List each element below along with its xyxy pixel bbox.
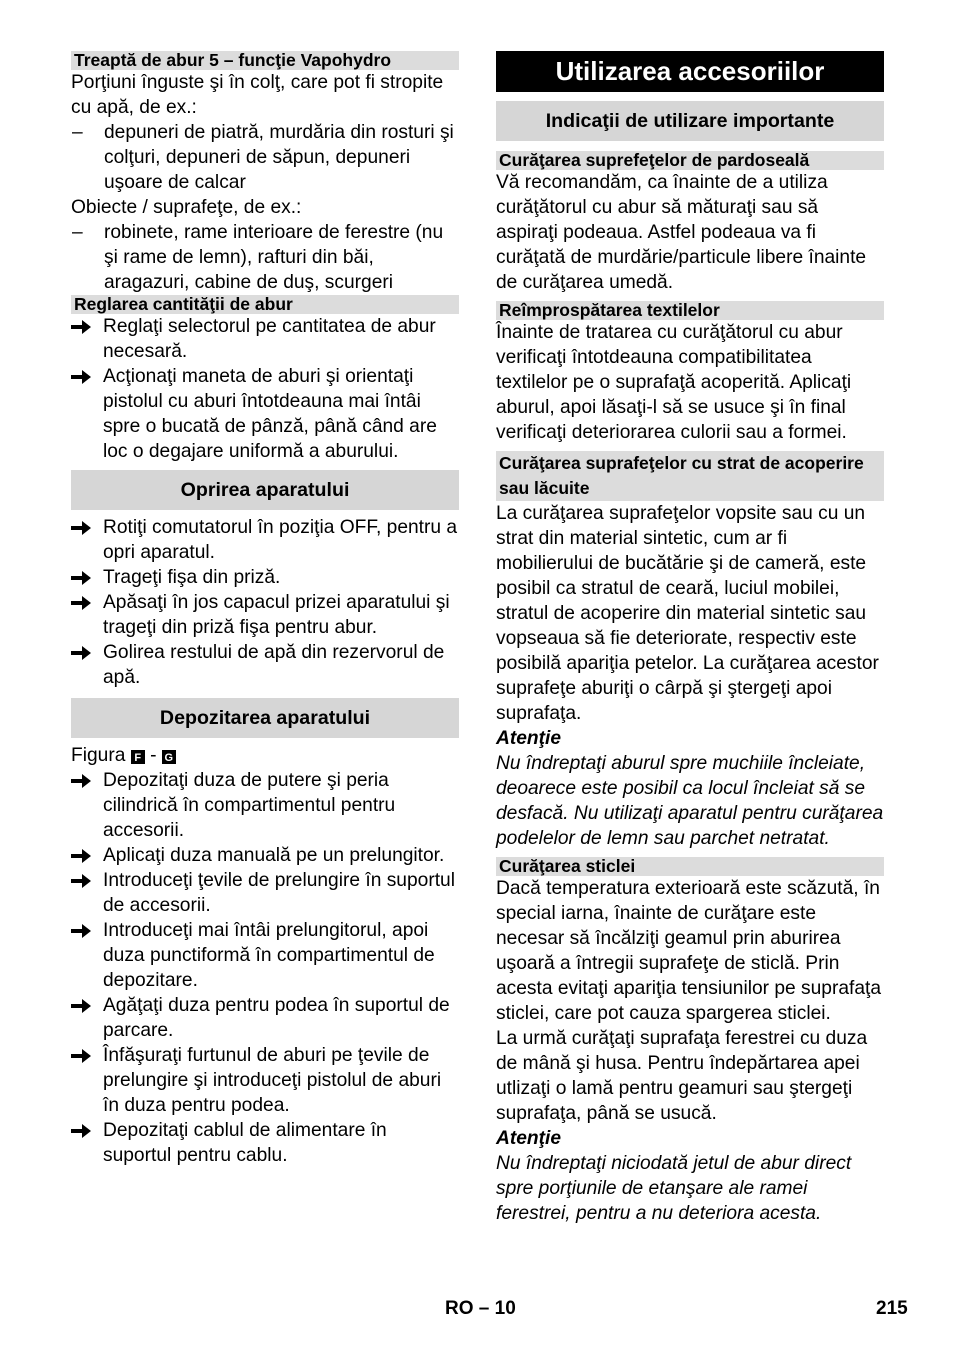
section-title-coated-surfaces: Curăţarea suprafeţelor cu strat de acoperire sau lăcuite xyxy=(496,451,884,501)
list-item: Aplicaţi duza manuală pe un prelungitor. xyxy=(71,843,459,868)
arrow-right-icon xyxy=(71,565,103,590)
arrow-right-icon xyxy=(71,1118,103,1143)
section-title-glass: Curăţarea sticlei xyxy=(496,857,884,876)
textiles-text: Înainte de tratarea cu curăţătorul cu abur verificaţi întotdeauna compatibilitatea textilelor pe o suprafaţă acoperită. Aplicaţi aburul, apoi lăsaţi-l să se usuce şi în final verificaţi deteriorarea culorii sau a formei. xyxy=(496,322,852,443)
list-item: Golirea restului de apă din rezervorul de apă. xyxy=(71,640,459,690)
list-item: Introduceţi ţevile de prelungire în suportul de accesorii. xyxy=(71,868,459,918)
floors-text: Vă recomandăm, ca înainte de a utiliza curăţătorul cu abur să măturaţi sau să aspiraţi podeaua. Astfel podeaua va fi curăţată de murdărie/particule libere înainte de curăţarea umedă. xyxy=(496,172,867,293)
section-title-textiles: Reîmprospătarea textilelor xyxy=(496,301,884,320)
section-title-vapohydro: Treaptă de abur 5 – funcţie Vapohydro xyxy=(71,51,459,70)
arrow-right-icon xyxy=(71,768,103,793)
arrow-right-icon xyxy=(71,918,103,943)
arrow-right-icon xyxy=(71,868,103,893)
glass-text-1: Dacă temperatura exterioară este scăzută, în special iarna, înainte de curăţare este necesar să încălziţi geamul prin aburirea uşoară a întregii suprafeţe de sticlă. Prin acesta evitaţi apariţia tensiunilor pe suprafaţa sticlei, care pot cauza spargerea sticlei. xyxy=(496,878,882,1024)
arrow-right-icon xyxy=(71,843,103,868)
left-column xyxy=(71,51,459,1168)
list-item: Agăţaţi duza pentru podea în suportul de parcare. xyxy=(71,993,459,1043)
arrow-right-icon xyxy=(71,993,103,1018)
warning-label: Atenţie xyxy=(496,1128,562,1149)
list-item: Reglaţi selectorul pe cantitatea de abur necesară. xyxy=(71,314,459,364)
list-item: Depozitaţi cablul de alimentare în suportul pentru cablu. xyxy=(71,1118,459,1168)
section-title-storage: Depozitarea aparatului xyxy=(71,698,459,738)
page-number: 215 xyxy=(876,1298,908,1319)
glass-text-2: La urmă curăţaţi suprafaţa ferestrei cu duza de mână şi husa. Pentru îndepărtarea apei utlizaţi o lamă pentru geamuri sau ştergeţi suprafaţa, până se usucă. xyxy=(496,1028,868,1124)
section-title-steam-amount: Reglarea cantităţii de abur xyxy=(71,295,459,314)
list-item: Depozitaţi duza de putere şi peria cilindrică în compartimentul pentru accesorii. xyxy=(71,768,459,843)
arrow-right-icon xyxy=(71,1043,103,1068)
list-item: Introduceţi mai întâi prelungitorul, apoi duza punctiformă în compartimentul de depozitare. xyxy=(71,918,459,993)
list-item: Apăsaţi în jos capacul prizei aparatului şi trageţi din priză fişa pentru abur. xyxy=(71,590,459,640)
coated-surfaces-text: La curăţarea suprafeţelor vopsite sau cu un strat din material sintetic, cum ar fi mobilierului de bucătărie şi de cameră, este posibil ca stratul de ceară, luciul mobilei, stratul de acoperire din material sintetic sau vopseaua să fie deteriorate, respectiv este posibilă apariţia petelor. La curăţarea acestor suprafeţe aburiţi o cârpă şi ştergeţi apoi suprafaţa. xyxy=(496,503,879,724)
arrow-right-icon xyxy=(71,640,103,665)
dash-bullet: – xyxy=(72,222,83,243)
section-title-floors: Curăţarea suprefeţelor de pardoseală xyxy=(496,151,884,170)
arrow-right-icon xyxy=(71,314,103,339)
list-item: Rotiţi comutatorul în poziţia OFF, pentru a opri aparatul. xyxy=(71,515,459,565)
list-item: Acţionaţi maneta de aburi şi orientaţi pistolul cu aburi întotdeauna mai întâi spre o bucată de pânză, până când are loc o degajare uniformă a aburului. xyxy=(71,364,459,464)
section-title-switch-off: Oprirea aparatului xyxy=(71,470,459,510)
figure-reference: Figura F - G xyxy=(71,743,459,768)
arrow-right-icon xyxy=(71,590,103,615)
right-column xyxy=(496,51,884,1226)
arrow-right-icon xyxy=(71,364,103,389)
subsection-title: Indicaţii de utilizare importante xyxy=(496,101,884,141)
arrow-right-icon xyxy=(71,515,103,540)
warning-text: Nu îndreptaţi aburul spre muchiile încleiate, deoarece este posibil ca locul încleiat să se desfacă. Nu utilizaţi aparatul pentru curăţarea podelelor de lemn sau parchet netratat. xyxy=(496,753,884,849)
objects-label: Obiecte / suprafeţe, de ex.: xyxy=(71,197,302,218)
switch-off-list xyxy=(71,515,459,690)
figure-f-icon: F xyxy=(131,750,145,764)
main-section-title: Utilizarea accesoriilor xyxy=(496,51,884,92)
steam-amount-list xyxy=(71,314,459,464)
warning-label: Atenţie xyxy=(496,728,562,749)
figure-g-icon: G xyxy=(162,750,176,764)
vapohydro-intro: Porţiuni înguste şi în colţ, care pot fi stropite cu apă, de ex.: xyxy=(71,72,444,118)
warning-text: Nu îndreptaţi niciodată jetul de abur direct spre porţiunile de etanşare ale ramei ferestrei, pentru a nu deteriora acesta. xyxy=(496,1153,852,1224)
list-item: – depuneri de piatră, murdăria din rosturi şi colţuri, depuneri de săpun, depuneri uşoare de calcar xyxy=(72,122,454,193)
footer-section-label: RO – 10 xyxy=(445,1298,516,1319)
dash-bullet: – xyxy=(72,122,83,143)
list-item: Înfăşuraţi furtunul de aburi pe ţevile de prelungire şi introduceţi pistolul de aburi în duza pentru podea. xyxy=(71,1043,459,1118)
list-item: Trageţi fişa din priză. xyxy=(71,565,459,590)
storage-list xyxy=(71,768,459,1168)
list-item: – robinete, rame interioare de ferestre (nu şi rame de lemn), rafturi din băi, aragazuri, cabine de duş, scurgeri xyxy=(72,222,444,293)
